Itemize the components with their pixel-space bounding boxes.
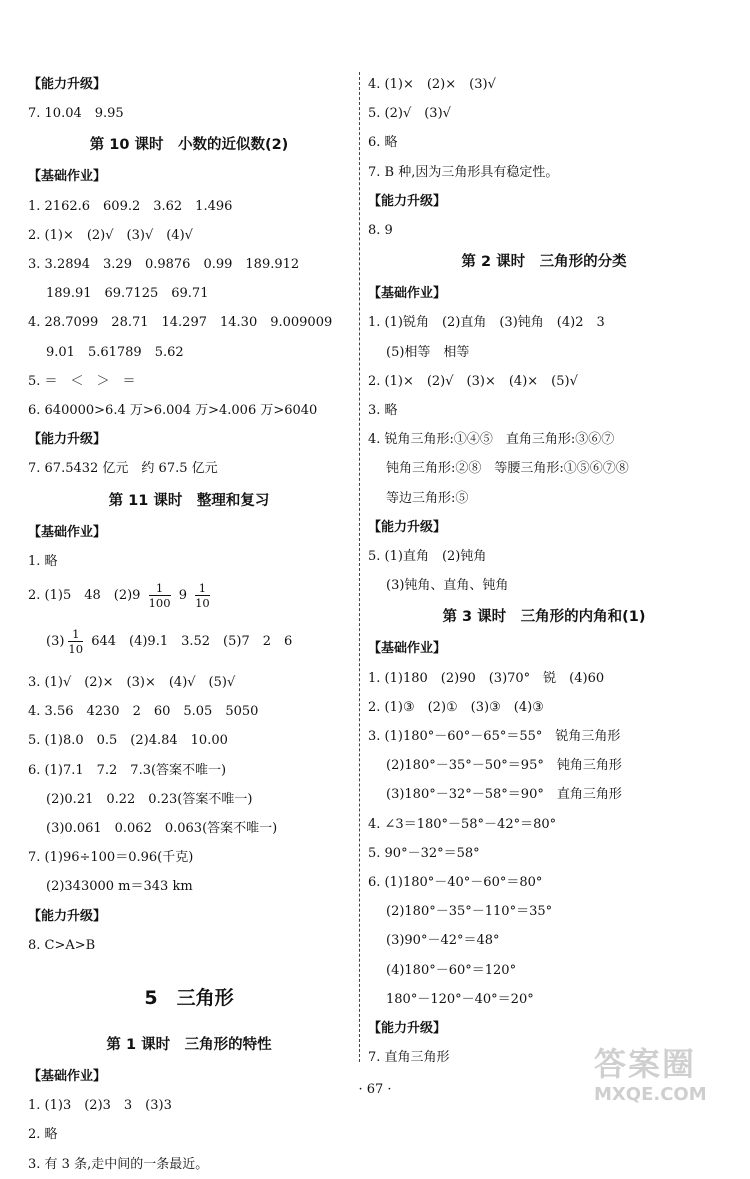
answer-text: (3) <box>46 634 65 650</box>
answer-line: (2)180°－35°－110°＝35° <box>386 904 553 920</box>
answer-line: 6. (1)7.1 7.2 7.3(答案不唯一) <box>28 762 227 778</box>
watermark-url: MXQE.COM <box>594 1084 707 1105</box>
section-label: 【基础作业】 <box>368 641 447 657</box>
answer-line: 2. (1)③ (2)① (3)③ (4)③ <box>368 699 544 715</box>
fraction-numerator: 1 <box>195 581 210 596</box>
fraction-numerator: 1 <box>68 627 83 642</box>
answer-line: 3. 略 <box>368 403 398 419</box>
answer-line: 6. 640000>6.4 万>6.004 万>4.006 万>6040 <box>28 403 318 419</box>
section-label: 【能力升级】 <box>28 77 107 92</box>
answer-line: 2. (1)× (2)√ (3)× (4)× (5)√ <box>368 373 578 389</box>
answer-text: 9 <box>178 588 187 604</box>
answer-line: 189.91 69.7125 69.71 <box>46 286 209 302</box>
answer-line: 7. (1)96÷100＝0.96(千克) <box>28 850 194 866</box>
answer-line: 4. 锐角三角形:①④⑤ 直角三角形:③⑥⑦ <box>368 432 615 448</box>
answer-line: 180°－120°－40°＝20° <box>386 991 534 1007</box>
answer-line: 5. (2)√ (3)√ <box>368 106 451 122</box>
answer-line: 5. 90°－32°＝58° <box>368 845 480 861</box>
section-label: 【能力升级】 <box>368 1021 447 1037</box>
section-label: 【基础作业】 <box>28 169 107 185</box>
fraction-numerator: 1 <box>149 581 171 596</box>
right-column <box>368 70 720 1073</box>
fraction-denominator: 100 <box>148 596 171 611</box>
answer-line: 6. 略 <box>368 135 398 151</box>
answer-text: 2. (1)5 48 (2)9 <box>28 588 141 604</box>
answer-line: 8. 9 <box>368 223 393 239</box>
column-divider <box>359 72 360 1062</box>
section-label: 【基础作业】 <box>28 524 107 540</box>
answer-line: (3)90°－42°＝48° <box>386 933 500 949</box>
answer-line: 4. ∠3＝180°－58°－42°＝80° <box>368 816 557 832</box>
lesson-title: 第 10 课时 小数的近似数(2) <box>89 137 289 154</box>
answer-line: (3)180°－32°－58°＝90° 直角三角形 <box>386 787 622 803</box>
answer-line: (5)相等 相等 <box>386 344 470 360</box>
answer-line: 6. (1)180°－40°－60°＝80° <box>368 875 543 891</box>
fraction-denominator: 10 <box>68 642 84 657</box>
answer-line-fractions <box>28 576 350 622</box>
watermark-text: 答案圈 <box>594 1045 697 1083</box>
answer-line: 7. 10.04 9.95 <box>28 106 124 122</box>
answer-line: (3)0.061 0.062 0.063(答案不唯一) <box>46 821 278 837</box>
fraction <box>195 581 210 610</box>
answer-line: 2. 略 <box>28 1127 58 1143</box>
page-number: · 67 · <box>358 1082 392 1097</box>
answer-line-fractions <box>28 622 350 668</box>
section-label: 【能力升级】 <box>368 519 447 535</box>
lesson-title: 第 1 课时 三角形的特性 <box>106 1037 272 1054</box>
fraction-denominator: 10 <box>195 596 210 611</box>
left-column <box>28 70 350 1179</box>
answer-line: 4. 28.7099 28.71 14.297 14.30 9.009009 <box>28 315 333 331</box>
section-label: 【基础作业】 <box>28 1069 107 1085</box>
answer-line: 7. 67.5432 亿元 约 67.5 亿元 <box>28 461 218 477</box>
answer-line: (4)180°－60°＝120° <box>386 962 517 978</box>
answer-line: 9.01 5.61789 5.62 <box>46 344 184 360</box>
fraction <box>149 581 171 610</box>
lesson-title: 第 2 课时 三角形的分类 <box>461 254 627 271</box>
answer-line: 钝角三角形:②⑧ 等腰三角形:①⑤⑥⑦⑧ <box>386 461 629 477</box>
section-label: 【基础作业】 <box>368 286 447 302</box>
watermark-logo <box>594 1044 744 1114</box>
answer-line: 8. C>A>B <box>28 937 96 953</box>
section-label: 【能力升级】 <box>368 193 447 209</box>
lesson-title: 第 11 课时 整理和复习 <box>108 492 270 509</box>
answer-line: 5. (1)直角 (2)钝角 <box>368 549 487 565</box>
section-label: 【能力升级】 <box>28 432 107 448</box>
answer-line: 1. (1)180 (2)90 (3)70° 锐 (4)60 <box>368 670 605 686</box>
answer-line: 4. (1)× (2)× (3)√ <box>368 77 496 92</box>
fraction <box>68 627 83 656</box>
answer-line: 7. B 种,因为三角形具有稳定性。 <box>368 164 559 180</box>
answer-line: 1. 2162.6 609.2 3.62 1.496 <box>28 198 233 214</box>
unit-title: 5 三角形 <box>144 987 234 1010</box>
answer-text: 644 (4)9.1 3.52 (5)7 2 6 <box>91 634 293 650</box>
answer-line: (2)0.21 0.22 0.23(答案不唯一) <box>46 791 253 807</box>
answer-line: 1. (1)3 (2)3 3 (3)3 <box>28 1098 172 1114</box>
answer-line: 4. 3.56 4230 2 60 5.05 5050 <box>28 704 259 720</box>
answer-line: 3. 有 3 条,走中间的一条最近。 <box>28 1156 209 1172</box>
answer-line: 5. (1)8.0 0.5 (2)4.84 10.00 <box>28 733 228 749</box>
answer-line: 5. ＝ ＜ ＞ ＝ <box>28 373 136 389</box>
answer-line: 2. (1)× (2)√ (3)√ (4)√ <box>28 227 193 243</box>
answer-line: (2)343000 m＝343 km <box>46 879 193 895</box>
section-label: 【能力升级】 <box>28 908 107 924</box>
answer-line: (3)钝角、直角、钝角 <box>386 578 509 594</box>
answer-line: 1. (1)锐角 (2)直角 (3)钝角 (4)2 3 <box>368 315 605 331</box>
answer-line: 等边三角形:⑤ <box>386 490 469 506</box>
answer-line: 3. 3.2894 3.29 0.9876 0.99 189.912 <box>28 257 300 273</box>
answer-line: 7. 直角三角形 <box>368 1050 450 1066</box>
answer-line: 3. (1)√ (2)× (3)× (4)√ (5)√ <box>28 675 236 691</box>
lesson-title: 第 3 课时 三角形的内角和(1) <box>442 609 646 626</box>
answer-line: 1. 略 <box>28 553 58 569</box>
answer-line: (2)180°－35°－50°＝95° 钝角三角形 <box>386 758 622 774</box>
answer-line: 3. (1)180°－60°－65°＝55° 锐角三角形 <box>368 729 621 745</box>
